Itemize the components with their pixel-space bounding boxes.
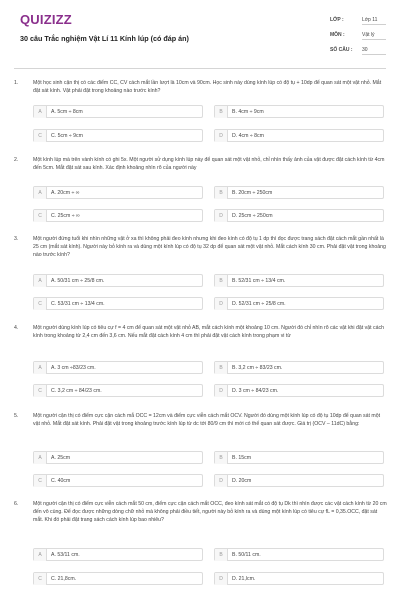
document-title: 30 câu Trắc nghiệm Vật Lí 11 Kính lúp (có đáp án)	[20, 34, 189, 43]
choice-a[interactable]	[33, 361, 203, 374]
choice-text: A. 50/31 cm ÷ 25/8 cm.	[51, 278, 105, 284]
choice-letter: C	[34, 210, 47, 222]
choice-letter: D	[215, 298, 228, 310]
choice-letter: D	[215, 210, 228, 222]
choice-letter: B	[215, 106, 228, 118]
choice-d[interactable]	[214, 384, 384, 397]
question-text: Một người cận thị có điểm cực cận cách mắ OCC = 12cm và điểm cực viễn cách mắt OCV. Người đó dùng một kính lúp có độ tụ 10dp để quan sát một vật nhỏ. Mắt đặt sát kính. Phải đặt vật trong khoảng trước kính lúp từ dc tới 80/9 cm thì mới có thể quan sát được. Giá trị (OCV – 11dC) bằng:	[33, 413, 381, 427]
header-divider	[14, 68, 386, 69]
choice-letter: C	[34, 475, 47, 487]
choice-c[interactable]	[33, 297, 203, 310]
choice-c[interactable]	[33, 384, 203, 397]
meta-value-count: 30	[362, 47, 386, 55]
choice-letter: B	[215, 187, 228, 199]
choice-letter: C	[34, 130, 47, 142]
meta-value-class: Lớp 11	[362, 17, 386, 25]
choice-text: B. 20cm ÷ 250cm	[232, 190, 273, 196]
choice-text: A. 25cm	[51, 455, 71, 461]
choice-a[interactable]	[33, 105, 203, 118]
choice-text: B. 3,2 cm ÷ 83/23 cm.	[232, 365, 283, 371]
choice-letter: A	[34, 106, 47, 118]
choice-d[interactable]	[214, 209, 384, 222]
question-text: Một kính lúp mà trên vành kính có ghi 5x. Một người sử dụng kính lúp này để quan sát một vật nhỏ, chỉ nhìn thấy ảnh của vật được đặt cách kính từ 4cm đến 5cm. Mắt đặt sát sau kính. Xác định khoảng nhìn rõ của người này	[33, 157, 385, 171]
meta-value-subject: Vật lý	[362, 32, 386, 40]
choice-text: B. 4cm ÷ 9cm	[232, 109, 264, 115]
choice-c[interactable]	[33, 209, 203, 222]
choice-text: B. 15cm	[232, 455, 252, 461]
question-number: 2.	[14, 157, 19, 163]
question-text: Một người cận thị có điểm cực viễn cách mắt 50 cm, điểm cực cận cách mắt OCC, đeo kính sát mắt có độ tụ Dk thì nhìn được các vật cách kính từ 20 cm đến vô cùng. Để đọc được những dòng chữ nhỏ mà không phải điều tiết, người này bỏ kính ra và dùng một kính lúp có tiêu cự fL = 0,35.OCC, đặt sát mắt. Khi đó phải đặt trang sách cách kính lúp bao nhiêu?	[33, 501, 387, 523]
meta-label-class: LỚP :	[330, 17, 344, 23]
question-text: Một người đứng tuổi khi nhìn những vật ở xa thì không phải đeo kính nhưng khi đeo kính có độ tụ 1 dp thì đọc được trang sách đặt cách mắt gần nhất là 25 cm (mắt sát kính). Người này bỏ kính ra và dùng một kính lúp có độ tụ 32 dp để quan sát một vật nhỏ. Mắt cách kính 30 cm. Phải đặt vật trong khoảng nào trước kính?	[33, 236, 386, 258]
choice-text: A. 5cm ÷ 8cm	[51, 109, 83, 115]
choice-letter: A	[34, 187, 47, 199]
choice-a[interactable]	[33, 186, 203, 199]
choice-letter: C	[34, 298, 47, 310]
choice-letter: D	[215, 385, 228, 397]
choice-b[interactable]	[214, 361, 384, 374]
choice-letter: A	[34, 549, 47, 561]
choice-d[interactable]	[214, 572, 384, 585]
choice-b[interactable]	[214, 105, 384, 118]
choice-text: D. 4cm ÷ 8cm	[232, 133, 264, 139]
choice-d[interactable]	[214, 129, 384, 142]
choice-a[interactable]	[33, 451, 203, 464]
choice-b[interactable]	[214, 548, 384, 561]
choice-d[interactable]	[214, 474, 384, 487]
choice-letter: C	[34, 573, 47, 585]
question-number: 5.	[14, 413, 19, 419]
choice-b[interactable]	[214, 274, 384, 287]
choice-letter: A	[34, 275, 47, 287]
choice-text: D. 21,lcm.	[232, 576, 256, 582]
choice-b[interactable]	[214, 186, 384, 199]
meta-label-subject: MÔN :	[330, 32, 345, 38]
choice-c[interactable]	[33, 572, 203, 585]
question-number: 3.	[14, 236, 19, 242]
choice-letter: A	[34, 362, 47, 374]
question-text: Một học sinh cận thị có các điểm CC, CV cách mắt lần lượt là 10cm và 90cm. Học sinh này dùng kính lúp có độ tụ + 10dp để quan sát một vật nhỏ. Mắt đặt sát kính. Vật phải đặt trong khoảng nào trước kính?	[33, 80, 382, 94]
choice-text: B. 50/11 cm.	[232, 552, 261, 558]
choice-a[interactable]	[33, 548, 203, 561]
choice-letter: D	[215, 573, 228, 585]
choice-text: D. 52/31 cm ÷ 25/8 cm.	[232, 301, 286, 307]
choice-letter: D	[215, 130, 228, 142]
choice-c[interactable]	[33, 129, 203, 142]
choice-text: D. 20cm	[232, 478, 252, 484]
quizizz-logo[interactable]: QUIZIZZ	[20, 12, 72, 27]
document-header	[0, 0, 400, 68]
choice-letter: B	[215, 362, 228, 374]
choice-letter: A	[34, 452, 47, 464]
choice-text: C. 3,2 cm ÷ 84/23 cm.	[51, 388, 102, 394]
choice-text: C. 53/31 cm ÷ 13/4 cm.	[51, 301, 105, 307]
choice-text: C. 21,8cm.	[51, 576, 77, 582]
choice-letter: D	[215, 475, 228, 487]
choice-d[interactable]	[214, 297, 384, 310]
choice-a[interactable]	[33, 274, 203, 287]
choice-text: A. 53/11 cm.	[51, 552, 80, 558]
choice-text: C. 25cm ÷ ∞	[51, 213, 80, 219]
choice-b[interactable]	[214, 451, 384, 464]
choice-text: A. 20cm ÷ ∞	[51, 190, 80, 196]
choice-letter: B	[215, 549, 228, 561]
choice-text: A. 3 cm ÷83/23 cm.	[51, 365, 96, 371]
choice-text: C. 40cm	[51, 478, 71, 484]
choice-letter: B	[215, 452, 228, 464]
question-number: 1.	[14, 80, 19, 86]
choice-letter: C	[34, 385, 47, 397]
choice-text: D. 25cm ÷ 250cm	[232, 213, 273, 219]
question-number: 4.	[14, 325, 19, 331]
choice-letter: B	[215, 275, 228, 287]
choice-c[interactable]	[33, 474, 203, 487]
choice-text: B. 52/31 cm ÷ 13/4 cm.	[232, 278, 286, 284]
question-number: 6.	[14, 501, 19, 507]
question-text: Một người dùng kính lúp có tiêu cự f = 4 cm để quan sát một vật nhỏ AB, mắt cách kính một khoảng 10 cm. Người đó chỉ nhìn rõ các vật khi đặt vật cách kính trong khoảng từ 2,4 cm đến 3,6 cm. Nếu mắt đặt cách kính 4 cm thì phải đặt vật cách kính trong phạm vi từ	[33, 325, 384, 339]
choice-text: C. 5cm ÷ 9cm	[51, 133, 83, 139]
meta-label-count: SỐ CÂU :	[330, 47, 353, 53]
choice-text: D. 3 cm ÷ 84/23 cm.	[232, 388, 279, 394]
